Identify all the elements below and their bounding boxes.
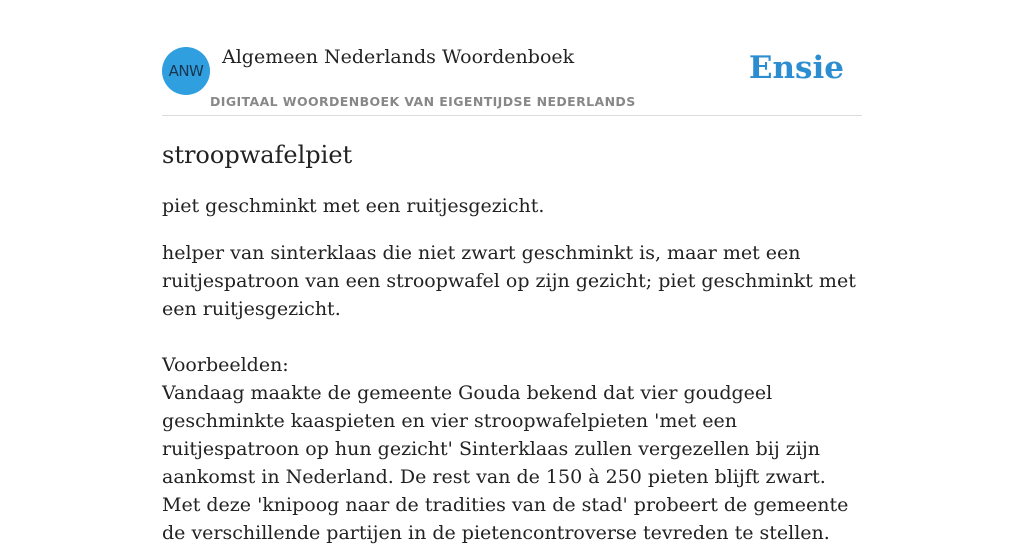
example-text: Vandaag maakte de gemeente Gouda bekend dat vier goudgeel geschminkte kaaspieten en vier stroopwafelpieten 'met een ruitjespatroon op hun gezicht' Sinterklaas zullen vergezellen bij zijn aankomst in Nederland. De rest van de 150 à 250 pieten blijft zwart. Met deze 'knipoog naar de tradities van de stad' probeert de gemeente de verschillende partijen in de pietencontroverse tevreden te stellen. — [162, 382, 849, 544]
entry-body — [162, 239, 862, 547]
entry-headword: stroopwafelpiet — [162, 141, 353, 169]
site-title[interactable]: Algemeen Nederlands Woordenboek — [222, 46, 575, 68]
anw-logo[interactable] — [162, 47, 210, 95]
logo-text: ANW — [168, 62, 204, 80]
site-subtitle: DIGITAAL WOORDENBOEK VAN EIGENTIJDSE NEDERLANDS — [210, 94, 636, 109]
site-header — [162, 0, 862, 116]
spacer — [162, 323, 862, 351]
short-definition: piet geschminkt met een ruitjesgezicht. — [162, 195, 545, 217]
page-container — [162, 0, 862, 544]
full-definition: helper van sinterklaas die niet zwart geschminkt is, maar met een ruitjespatroon van een stroopwafel op zijn gezicht; piet geschminkt met een ruitjesgezicht. — [162, 242, 856, 320]
examples-label: Voorbeelden: — [162, 354, 289, 376]
ensie-brand-logo[interactable]: Ensie — [748, 50, 844, 86]
